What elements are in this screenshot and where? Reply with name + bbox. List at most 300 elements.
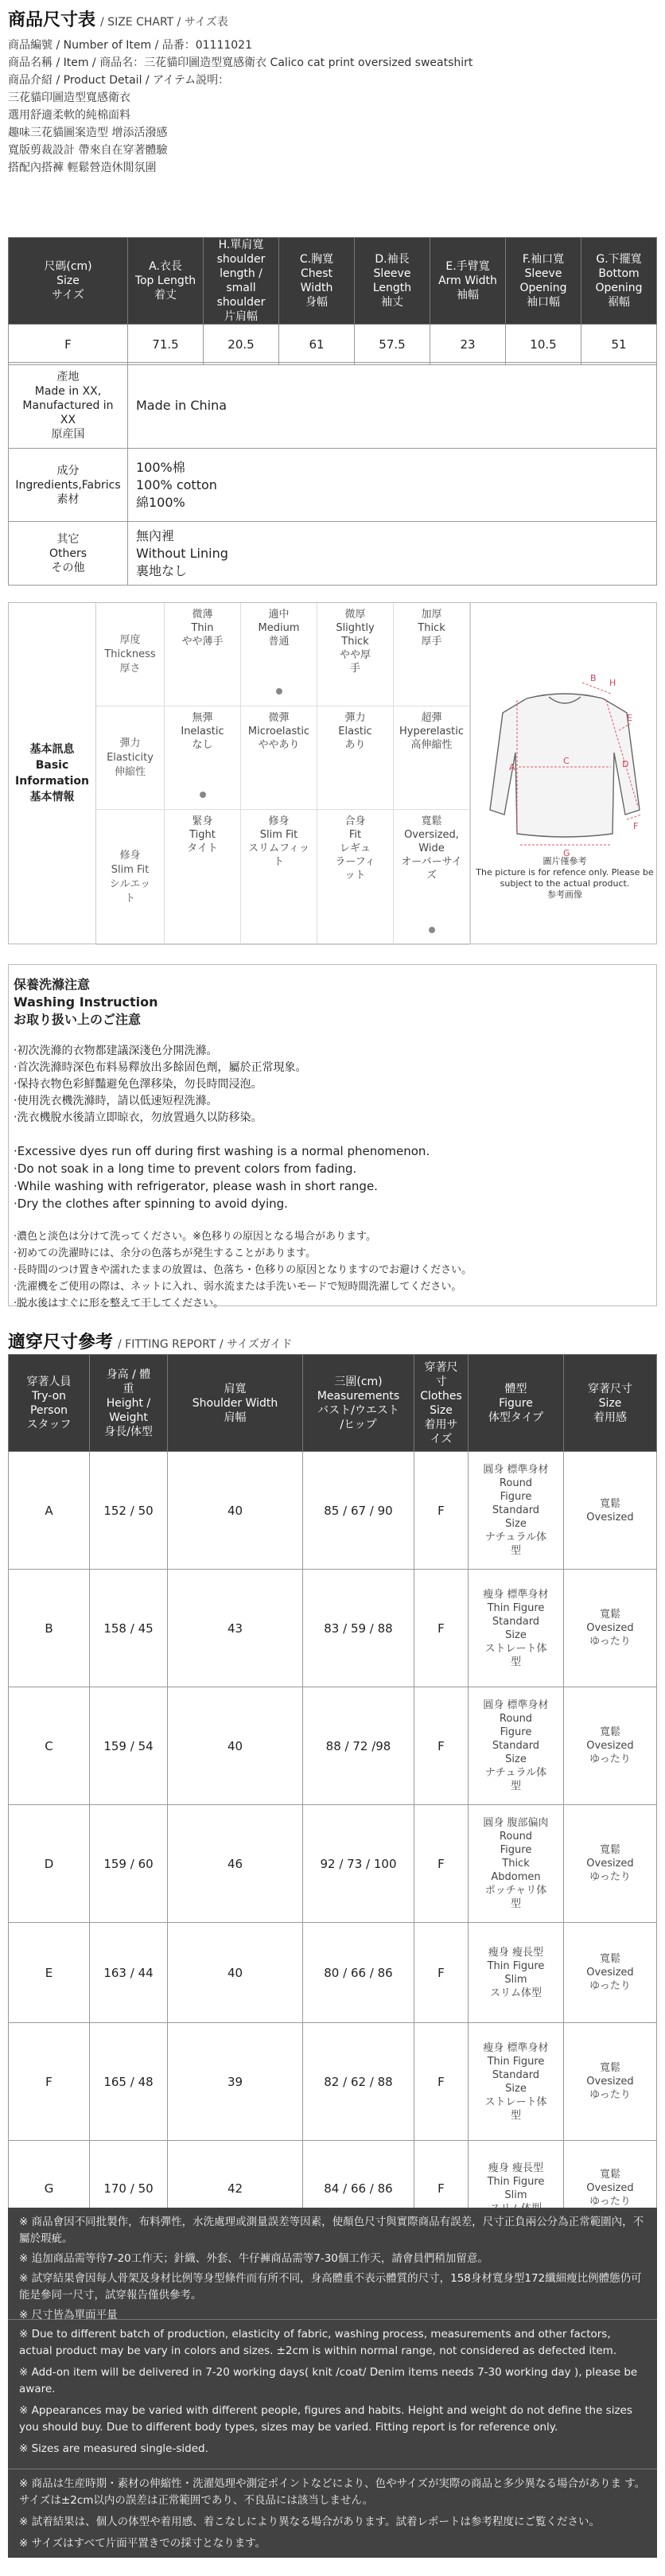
option-line: 微彈 (268, 712, 290, 724)
caption-line: 圖片僅參考 (542, 856, 587, 866)
fit-line: ゆったり (589, 2089, 631, 2101)
header-line: Try-on (31, 1389, 67, 1403)
height-weight-cell: 159 / 60 (90, 1805, 168, 1923)
shoulder-cell: 42 (168, 2141, 303, 2236)
person-cell: A (9, 1452, 90, 1570)
elasticity-option (394, 706, 470, 809)
product-info (8, 37, 657, 177)
measurements-cell: 88 / 72 /98 (303, 1687, 414, 1805)
option-line: 厚手 (421, 636, 442, 648)
elasticity-option (165, 706, 241, 809)
header-line: 身高 / 體 (106, 1368, 151, 1381)
basic-info-label (9, 603, 96, 944)
figure-line: 型 (510, 1780, 521, 1792)
thickness-selected-dot-icon (276, 688, 282, 695)
header-line: small shoulder (216, 282, 266, 309)
measurements-cell: 82 / 62 / 88 (303, 2023, 414, 2141)
fit-line: Ovesized (586, 1858, 634, 1870)
figure-line: Figure (500, 1491, 532, 1503)
note-line: ※ Appearances may be varied with different people, figures and habits. Height and weight do not define the sizes you should buy. Due to different body types, sizes may be varied. Fitting report is for reference only. (19, 2404, 632, 2434)
fit-line: 寬鬆 (599, 1953, 620, 1965)
option-line: Elastic (338, 726, 372, 737)
figure-line: 圓身 標準身材 (483, 1464, 549, 1476)
figure-line: Slim (504, 1973, 527, 1986)
fit-cell (564, 1687, 657, 1805)
fit-label (96, 810, 165, 944)
label-line: Others (49, 547, 88, 560)
thickness-row (96, 603, 470, 706)
diagram-letter: F (633, 821, 639, 831)
option-line: やや厚 (339, 649, 371, 661)
option-line: 彈力 (344, 712, 366, 724)
washing-title-en: Washing Instruction (14, 994, 158, 1010)
wash-line: ‧Dry the clothes after spinning to avoid dying. (14, 1197, 288, 1211)
figure-line: 瘦身 瘦長型 (488, 2162, 544, 2174)
fit-option (241, 810, 317, 944)
option-line: 合身 (344, 815, 366, 827)
figure-line: Thin Figure (487, 1959, 545, 1972)
material-label (9, 449, 128, 522)
size-value: F (9, 325, 128, 365)
option-line: やや薄手 (181, 636, 224, 648)
figure-cell (469, 1805, 564, 1923)
size-value: 51 (581, 325, 657, 365)
fitting-subtitle: / FITTING REPORT / サイズガイド (118, 1338, 293, 1351)
fit-line: 寬鬆 (599, 1609, 620, 1621)
label-line: Slim Fit (111, 863, 150, 876)
figure-line: 型 (510, 1545, 521, 1557)
header-line: 體型 (504, 1382, 527, 1395)
figure-line: 圓身 標準身材 (483, 1699, 549, 1711)
option-line: ズ (426, 870, 437, 881)
measurements-cell: 83 / 59 / 88 (303, 1570, 414, 1687)
height-weight-cell: 170 / 50 (90, 2141, 168, 2236)
option-line: Thin (191, 622, 214, 634)
elasticity-label (96, 706, 165, 809)
option-line: Fit (348, 829, 362, 841)
thickness-option (317, 603, 394, 706)
basic-info-panel (8, 602, 657, 944)
fit-line: Ovesized (586, 1740, 634, 1752)
wash-line: ‧初めての洗濯時には、余分の色落ちが発生することがあります。 (14, 1247, 317, 1259)
height-weight-cell: 159 / 54 (90, 1687, 168, 1805)
figure-cell (469, 1452, 564, 1570)
header-line: Arm Width (438, 274, 497, 287)
fitting-header-cell (90, 1355, 168, 1452)
wash-line: ‧脱水後はすぐに形を整えて干してください。 (14, 1298, 224, 1309)
header-line: サイズ (52, 289, 84, 302)
header-line: バスト/ウエスト (317, 1403, 399, 1417)
basic-label-line: 基本情報 (29, 791, 75, 804)
header-line: F.袖口寬 (522, 253, 565, 266)
wash-line: ‧使用洗衣機洗滌時，請以低速短程洗滌。 (14, 1095, 218, 1107)
fit-line: 寬鬆 (599, 2062, 620, 2074)
measurements-cell: 84 / 66 / 86 (303, 2141, 414, 2236)
header-line: Sleeve (373, 267, 411, 280)
option-line: 緊身 (192, 815, 213, 827)
figure-line: スリム体型 (489, 1986, 542, 1999)
label-line: 成分 (56, 464, 80, 477)
header-line: イズ (430, 1432, 453, 1446)
header-line: 尺碼(cm) (44, 260, 92, 273)
diagram-letter: D (622, 759, 629, 769)
size-value: 23 (430, 325, 506, 365)
option-line: 加厚 (421, 609, 442, 621)
elasticity-option (317, 706, 394, 809)
material-row (9, 522, 657, 586)
header-line: H.單肩寬 (218, 239, 264, 251)
clothes-size-cell: F (414, 1687, 469, 1805)
wash-line: ‧長時間のつけ置きや濡れたままの放置は、色落ち・色移りの原因となりますのでお避けください。 (14, 1264, 472, 1276)
fit-selected-dot-icon (429, 927, 435, 933)
fitting-table-header (9, 1355, 657, 1452)
option-line: なし (192, 739, 213, 751)
figure-line: Size (505, 1628, 527, 1641)
notes-panel (8, 2208, 657, 2566)
person-cell: E (9, 1923, 90, 2023)
figure-line: 型 (510, 2109, 521, 2122)
note-line: ※ 追加商品需等待7-20工作天；針織、外套、牛仔褲商品需等7-30個工作天，請會員們稍加留意。 (19, 2252, 488, 2265)
option-line: Slightly (336, 622, 375, 634)
header-line: Length (372, 282, 412, 294)
figure-line: Standard (492, 1504, 540, 1516)
info-line: 趣味三花貓圖案造型 增添活潑感 (8, 126, 168, 139)
fitting-header-cell (168, 1355, 303, 1452)
value-line: 綿100% (136, 494, 185, 510)
size-header-cell (430, 238, 506, 325)
option-line: ト (273, 856, 284, 868)
diagram-letter: G (563, 848, 570, 858)
value-line: Without Lining (136, 545, 228, 561)
figure-line: Standard (492, 1615, 540, 1628)
fit-line: 寬鬆 (599, 1497, 620, 1510)
diagram-letter: H (609, 678, 616, 688)
washing-jp (14, 1228, 651, 1312)
fit-option (394, 810, 470, 944)
wash-line: ‧濃色と淡色は分けて洗ってください。※色移りの原因となる場合があります。 (14, 1231, 376, 1243)
label-line: Made in XX, (34, 384, 102, 398)
label-line: Thickness (104, 648, 156, 660)
option-line: Thick (341, 636, 369, 648)
header-line: Height / (106, 1396, 151, 1410)
height-weight-cell: 163 / 44 (90, 1923, 168, 2023)
fit-cell (564, 2023, 657, 2141)
option-line: 無彈 (192, 712, 213, 724)
washing-title: 保養洗滌注意 (14, 977, 91, 992)
washing-panel (8, 964, 657, 1309)
figure-line: Figure (500, 1726, 532, 1738)
header-line: Person (29, 1403, 68, 1417)
figure-line: ストレート体 (484, 1642, 547, 1655)
fitting-row (9, 1570, 657, 1687)
diagram-letter: A (509, 762, 515, 772)
label-line: 修身 (119, 849, 141, 862)
header-line: Size (430, 1403, 453, 1417)
material-row (9, 449, 657, 522)
wash-line: ‧Excessive dyes run off during first washing is a normal phenomenon. (14, 1144, 430, 1158)
size-header-cell (128, 238, 204, 325)
fitting-table (8, 1354, 657, 2236)
fitting-row (9, 1805, 657, 1923)
size-table-row (9, 325, 657, 365)
label-line: 伸縮性 (114, 765, 146, 778)
clothes-size-cell: F (414, 1452, 469, 1570)
note-line: ※ 尺寸皆為單面平量 (19, 2309, 118, 2321)
fit-row (96, 810, 470, 945)
header-line: 肩寬 (224, 1382, 247, 1395)
option-line: オーバーサイ (401, 856, 462, 868)
size-value: 57.5 (355, 325, 430, 365)
measurements-cell: 80 / 66 / 86 (303, 1923, 414, 2023)
option-line: 超彈 (421, 712, 442, 724)
diagram-letter: C (563, 756, 570, 766)
figure-line: Slim (504, 2189, 527, 2201)
header-line: 重 (122, 1382, 134, 1395)
option-line: ややあり (258, 739, 300, 751)
option-line: Wide (418, 842, 445, 854)
figure-line: 型 (510, 1898, 521, 1910)
header-line: 身長/体型 (104, 1425, 153, 1438)
info-line: 商品編號 / Number of Item / 品番：01111021 (8, 38, 252, 52)
option-line: 適中 (268, 609, 290, 621)
material-table (8, 362, 657, 586)
info-line: 商品介紹 / Product Detail / アイテム説明： (8, 73, 230, 87)
value-line: 裏地なし (136, 562, 188, 578)
figure-line: Thin Figure (487, 2055, 545, 2068)
fit-line: 寬鬆 (599, 1844, 620, 1856)
figure-line: Figure (500, 1844, 532, 1856)
washing-title-jp: お取り扱い上のご注意 (14, 1012, 142, 1027)
header-line: shoulder length / (216, 253, 266, 280)
label-line: Elasticity (107, 751, 154, 764)
figure-line: 型 (510, 1656, 521, 1668)
figure-cell (469, 1923, 564, 2023)
figure-line: ナチュラル体 (484, 1767, 547, 1779)
option-line: Thick (418, 622, 445, 634)
header-line: Measurements (317, 1389, 400, 1403)
sweatshirt-diagram-icon (471, 651, 659, 889)
option-line: レギュ (339, 842, 371, 854)
header-line: /ヒップ (340, 1418, 377, 1431)
fitting-row (9, 1923, 657, 2023)
diagram-letter: E (627, 713, 632, 723)
wash-line: ‧洗衣機脫水後請立即晾衣，勿放置過久以防移染。 (14, 1111, 262, 1124)
height-weight-cell: 158 / 45 (90, 1570, 168, 1687)
fit-line: Ovesized (586, 2076, 634, 2088)
value-line: Made in China (136, 397, 228, 413)
fit-line: ゆったり (589, 1636, 631, 1648)
figure-line: Size (505, 1753, 527, 1765)
header-line: Width (300, 282, 333, 294)
header-line: 穿著人員 (26, 1375, 72, 1388)
header-line: 片肩幅 (224, 310, 258, 323)
option-line: Hyperelastic (399, 726, 464, 737)
header-line: D.袖長 (375, 253, 410, 266)
note-line: ※ Sizes are measured single-sided. (19, 2442, 208, 2455)
elasticity-option (241, 706, 317, 809)
header-line: Size (598, 1396, 622, 1410)
size-value: 61 (279, 325, 355, 365)
label-line: 素材 (56, 492, 80, 506)
option-line: あり (344, 739, 366, 751)
header-line: 着用感 (593, 1411, 627, 1424)
option-line: 寬鬆 (421, 815, 442, 827)
note-line: ※ 商品は生産時期・素材の伸縮性・洗濯処理や測定ポイントなどにより、色やサイズが実際の商品と多少異なる場合がありま す。サイズは±2cm以内の誤差は正常範囲であり、不良品には該当しません。 (19, 2477, 646, 2507)
note-line: ※ 試穿結果會因每人骨架及身材比例等身型條件而有所不同，身高體重不表示體質的尺寸，158身材寬身型172纖細瘦比例體態仍可能是參同一尺寸，試穿報告僅供參考。 (19, 2272, 642, 2302)
washing-zh (14, 1043, 651, 1127)
shoulder-cell: 40 (168, 1923, 303, 2023)
option-line: Medium (258, 622, 300, 634)
size-table (8, 237, 657, 365)
header-line: 身幅 (305, 296, 328, 309)
shoulder-cell: 43 (168, 1570, 303, 1687)
fitting-header (8, 1330, 657, 1356)
notes-zh (8, 2208, 657, 2319)
fit-cell (564, 1805, 657, 1923)
clothes-size-cell: F (414, 1923, 469, 2023)
material-value (128, 449, 657, 522)
size-chart-subtitle: / SIZE CHART / サイズ表 (100, 16, 228, 29)
person-cell: F (9, 2023, 90, 2141)
size-table-header (9, 238, 657, 325)
fitting-header-cell (9, 1355, 90, 1452)
notes-en (8, 2319, 657, 2469)
header-line: 着用サ (424, 1418, 458, 1431)
header-line: 袖丈 (381, 296, 403, 309)
figure-line: 圓身 腹部偏肉 (483, 1817, 549, 1829)
value-line: 無內裡 (136, 527, 175, 543)
wash-line: ‧洗濯機をご使用の際は、ネットに入れ、弱水流または手洗いモードで短時間洗濯してください。 (14, 1281, 462, 1293)
header-line: 寸 (435, 1375, 447, 1388)
fitting-header-cell (303, 1355, 414, 1452)
fitting-title: 適穿尺寸參考 (8, 1333, 114, 1352)
info-line: 寬版剪裁設計 帶來自在穿著體驗 (8, 143, 168, 157)
fit-line: ゆったり (589, 1753, 631, 1765)
height-weight-cell: 152 / 50 (90, 1452, 168, 1570)
info-line: 三花貓印圖造型寬感衛衣 (8, 91, 130, 104)
option-line: ラーフィ (335, 856, 375, 868)
shoulder-cell: 40 (168, 1452, 303, 1570)
figure-line: Round (499, 1831, 533, 1843)
header-line: E.手臂寬 (445, 260, 490, 273)
header-line: スタッフ (26, 1418, 72, 1431)
label-line: シルエッ (109, 877, 151, 890)
header-line: G.下擺寬 (596, 253, 642, 266)
clothes-size-cell: F (414, 2141, 469, 2236)
material-value (128, 363, 657, 449)
size-chart-header (8, 8, 657, 177)
header-line: 袖口幅 (527, 296, 560, 309)
option-line: 普通 (268, 636, 290, 648)
basic-label-line: Information (15, 775, 89, 788)
figure-line: ナチュラル体 (484, 1531, 547, 1543)
figure-line: 瘦身 標準身材 (483, 2041, 549, 2054)
option-line: ット (344, 870, 366, 881)
diagram-letter: B (590, 673, 597, 683)
fit-cell (564, 1923, 657, 2023)
wash-line: ‧Do not soak in a long time to prevent colors from fading. (14, 1162, 357, 1176)
option-line: 手 (349, 663, 360, 675)
height-weight-cell: 165 / 48 (90, 2023, 168, 2141)
size-value: 71.5 (128, 325, 204, 365)
fit-line: 寬鬆 (599, 2169, 620, 2181)
fitting-header-cell (414, 1355, 469, 1452)
shoulder-cell: 46 (168, 1805, 303, 1923)
fitting-row (9, 2023, 657, 2141)
figure-cell (469, 2023, 564, 2141)
fit-line: Ovesized (586, 1622, 634, 1634)
fitting-row (9, 1452, 657, 1570)
label-line: 產地 (56, 370, 80, 383)
header-line: Sleeve (524, 267, 562, 280)
header-line: 袖幅 (457, 289, 479, 302)
note-line: ※ 商品會因不同批製作，布料彈性，水洗處理或測量誤差等因素，使顏色尺寸與實際商品有誤差，尺寸正負兩公分為正常範圍內，不屬於瑕疵。 (19, 2216, 644, 2245)
header-line: Opening (519, 282, 567, 294)
note-line: ※ 試着結果は、個人の体型や着用感、着こなしにより異なる場合があります。試着レポートは参考程度にご覧ください。 (19, 2516, 601, 2528)
label-line: その他 (51, 561, 85, 574)
figure-line: Thin Figure (487, 2175, 545, 2188)
note-line: ※ サイズはすべて片面平置きでの採寸となります。 (19, 2537, 266, 2550)
measurements-cell: 92 / 73 / 100 (303, 1805, 414, 1923)
measurements-cell: 85 / 67 / 90 (303, 1452, 414, 1570)
fit-option (165, 810, 241, 944)
figure-line: Thick (502, 1858, 530, 1870)
wash-line: ‧初次洗滌的衣物都建議深淺色分開洗滌。 (14, 1045, 218, 1057)
option-line: Tight (189, 829, 216, 841)
thickness-option (394, 603, 470, 706)
figure-line: ポッチャリ体 (484, 1885, 547, 1897)
fit-line: ゆったり (589, 1871, 631, 1883)
figure-cell (469, 1687, 564, 1805)
header-line: 三圍(cm) (334, 1375, 383, 1388)
material-label (9, 363, 128, 449)
label-line: 原産国 (51, 427, 85, 441)
header-line: 裾幅 (608, 296, 630, 309)
elasticity-selected-dot-icon (200, 792, 206, 798)
clothes-size-cell: F (414, 1570, 469, 1687)
option-line: 高伸縮性 (410, 739, 453, 751)
caption-line: 参考画像 (547, 889, 582, 900)
option-line: Microelastic (247, 726, 310, 737)
person-cell: B (9, 1570, 90, 1687)
label-line: Manufactured in (22, 399, 114, 412)
fit-line: ゆったり (589, 1980, 631, 1992)
shoulder-cell: 40 (168, 1687, 303, 1805)
header-line: 体型タイプ (488, 1411, 544, 1424)
fit-line: Ovesized (586, 1967, 634, 1979)
option-line: Slim Fit (259, 829, 298, 841)
size-diagram (470, 603, 658, 944)
clothes-size-cell: F (414, 1805, 469, 1923)
header-line: Weight (109, 1411, 148, 1424)
wash-line: ‧While washing with refrigerator, please wash in short range. (14, 1179, 378, 1193)
size-header-cell (506, 238, 581, 325)
header-line: Opening (595, 282, 643, 294)
size-header-cell (9, 238, 128, 325)
fitting-row (9, 1687, 657, 1805)
option-line: タイト (187, 842, 218, 854)
label-line: 彈力 (119, 737, 141, 749)
fit-line: Ovesized (586, 2182, 634, 2194)
thickness-label (96, 603, 165, 706)
fit-cell (564, 1570, 657, 1687)
info-line: 商品名稱 / Item / 商品名：三花貓印圖造型寬感衛衣 Calico cat print oversized sweatshirt (8, 56, 473, 69)
figure-line: Standard (492, 1740, 540, 1752)
label-line: 厚さ (119, 662, 141, 675)
size-chart-title: 商品尺寸表 (8, 10, 96, 30)
option-line: スリムフィッ (248, 842, 309, 854)
material-value (128, 522, 657, 586)
